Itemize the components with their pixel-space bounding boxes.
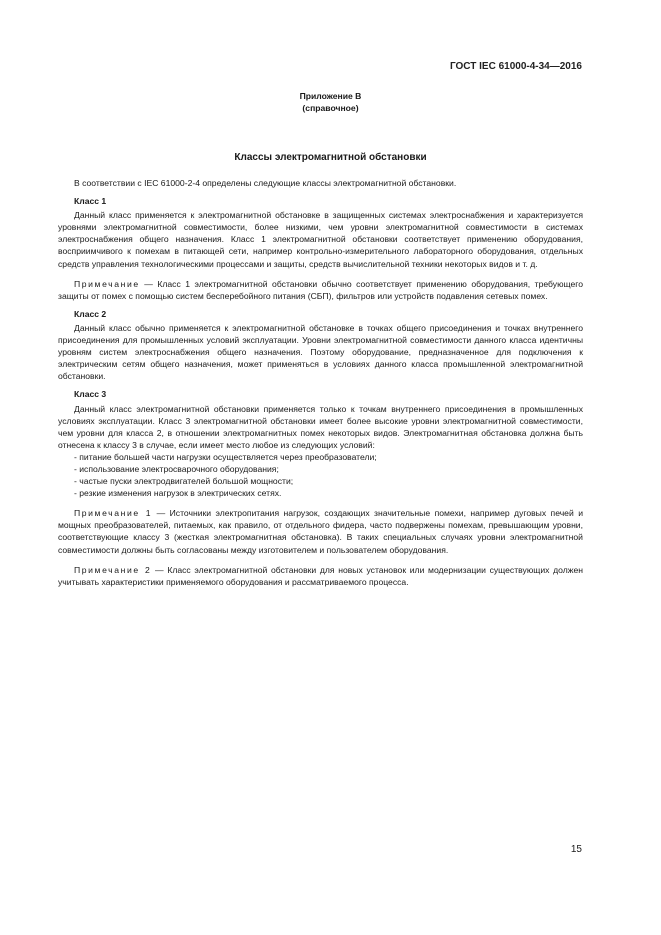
page-number: 15 (570, 844, 582, 855)
annex-heading (0, 90, 661, 114)
class3-note2-text: — Класс электромагнитной обстановки для новых установок или модернизации существующих должен учитывать характеристики применяемого оборудования и рассматриваемого процесса. (58, 564, 583, 587)
class3-list-item: - частые пуски электродвигателей большой мощности; (74, 476, 294, 487)
annex-subtitle: (справочное) (302, 103, 359, 113)
section-title: Классы электромагнитной обстановки (234, 152, 427, 163)
class3-note2 (58, 564, 583, 588)
class3-list-item: - резкие изменения нагрузок в электрических сетях. (74, 488, 282, 499)
annex-title: Приложение В (299, 91, 362, 101)
class2-paragraph: Данный класс обычно применяется к электромагнитной обстановке в точках общего присоединения и точках внутреннего присоединения для промышленных условий эксплуатации. Уровни электромагнитной совместимости данного класса идентичны уровням систем электроснабжения общего назначения. Поэтому оборудование, предназначенное для подключения к электрическим сетям общего назначения, может применяться в условиях данного класса промышленной электромагнитной обстановки. (58, 322, 583, 382)
class3-list-item: - питание большей части нагрузки осуществляется через преобразователи; (74, 451, 377, 462)
class3-list-item: - использование электросварочного оборудования; (74, 463, 279, 474)
class1-note-label: Примечание (74, 278, 140, 289)
class1-note-text: — Класс 1 электромагнитной обстановки обычно соответствует применению оборудования, требующего защиты от помех с помощью систем бесперебойного питания (СБП), фильтров или устройств подавления сетевых помех. (58, 278, 583, 301)
document-body (58, 177, 583, 588)
class3-paragraph: Данный класс электромагнитной обстановки применяется только к точкам внутреннего присоединения в промышленных условиях эксплуатации. Класс 3 электромагнитной обстановки имеет более высокие уровни электромагнитной совместимости, чем уровни для класса 2, в отношении электромагнитных помех некоторых видов. Электромагнитная обстановка должна быть отнесена к классу 3 в случае, если имеет место любое из следующих условий: (58, 403, 583, 450)
class3-note2-label: Примечание 2 (74, 564, 152, 575)
class3-note1-text: — Источники электропитания нагрузок, создающих значительные помехи, например дуговых печей и мощных преобразователей, питаемых, как правило, от отдельного фидера, часто подвержены помехам, превышающим уровни, соответствующие классу 3 (жесткая электромагнитная обстановка). В таких специальных случаях уровни электромагнитной совместимости должны быть согласованы между изготовителем и пользователем оборудования. (58, 508, 583, 555)
class3-title: Класс 3 (74, 389, 107, 400)
class1-paragraph: Данный класс применяется к электромагнитной обстановке в защищенных системах электроснабжения и характеризуется уровнями электромагнитной совместимости, более низкими, чем уровни электромагнитной совместимости в системах электроснабжения общего назначения. Класс 1 электромагнитной обстановки соответствует применению оборудования, восприимчивого к помехам в питающей сети, например контрольно-измерительного лабораторного оборудования, отдельных средств управления технологическими процессами и защиты, средств вычислительной техники некоторых видов и т. д. (58, 210, 583, 269)
intro-paragraph: В соответствии с IEC 61000-2-4 определены следующие классы электромагнитной обстановки. (74, 178, 457, 188)
class3-note1 (58, 507, 583, 555)
class2-title: Класс 2 (74, 308, 107, 319)
class1-title: Класс 1 (74, 196, 107, 207)
standard-header: ГОСТ IEC 61000-4-34—2016 (449, 61, 582, 72)
class3-note1-label: Примечание 1 (74, 508, 153, 519)
class1-note (58, 278, 583, 302)
